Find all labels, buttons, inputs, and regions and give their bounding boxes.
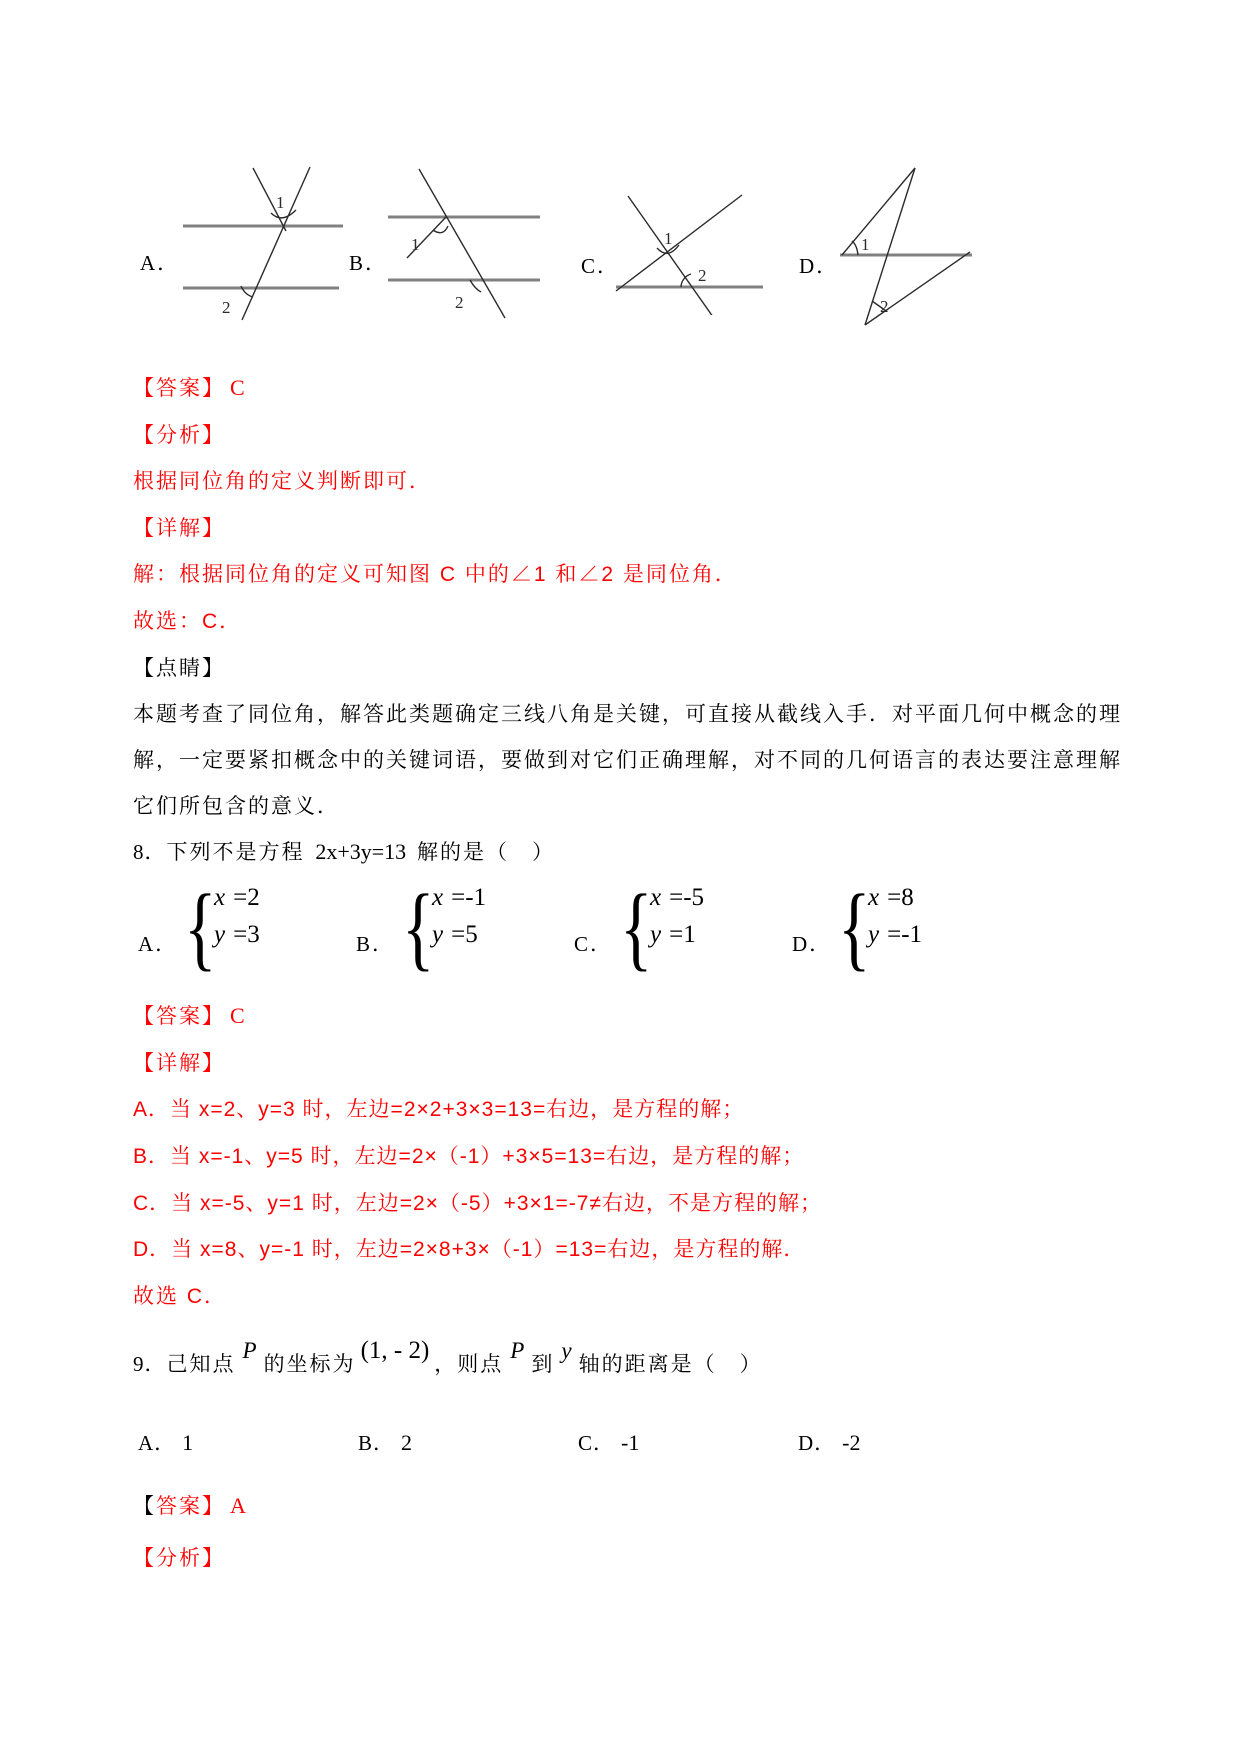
q9-answer-line (133, 1490, 247, 1520)
var-y: y (432, 921, 444, 948)
q8-detail-line-d: D．当 x=8、y=-1 时，左边=2×8+3×（-1）=13=右边，是方程的解． (133, 1238, 806, 1261)
q7-option-d-label: D． (799, 254, 840, 278)
q9-stem-text: ，则点 (434, 1353, 504, 1376)
option-label: A． (138, 1431, 177, 1455)
q7-analysis-text: 根据同位角的定义判断即可． (133, 470, 432, 493)
q8-option-a (138, 876, 348, 984)
q7-analysis-heading (133, 419, 225, 449)
q8-detail-line-c: C．当 x=-5、y=1 时，左边=2×（-5）+3×1=-7≠右边，不是方程的解； (133, 1192, 822, 1215)
equation-system (432, 884, 486, 958)
x-value: =-5 (669, 884, 705, 911)
q8-stem-post: 解的是（ ） (409, 841, 556, 864)
q7-tip-line-1: 本题考查了同位角，解答此类题确定三线八角是关键，可直接从截线入手．对平面几何中概念的理 (133, 703, 1122, 726)
option-value: 2 (401, 1430, 413, 1455)
angle-2-label: 2 (455, 293, 464, 312)
option-value: -2 (842, 1430, 861, 1455)
q7-diagram-d (826, 138, 976, 335)
option-label: D． (798, 1431, 837, 1455)
var-y: y (868, 921, 880, 948)
q7-option-c-label: C． (581, 254, 621, 278)
var-x: x (868, 884, 880, 911)
left-brace-glyph: { (402, 876, 435, 980)
q7-conclusion: 故选：C． (133, 610, 243, 633)
q8-option-c (574, 876, 784, 984)
option-label: B． (358, 1431, 396, 1455)
q9-option-c (578, 1427, 639, 1457)
var-y: y (214, 921, 226, 948)
detail-bracket-label: 【详解】 (133, 517, 225, 540)
angles-diagram-b (383, 142, 543, 322)
q8-number: 8． (133, 840, 167, 864)
q9-number: 9． (133, 1352, 167, 1376)
q8-conclusion: 故选 C． (133, 1285, 227, 1308)
angle-2-label: 2 (698, 266, 707, 285)
angle-1-label: 1 (411, 235, 420, 254)
left-brace-glyph: { (620, 876, 653, 980)
q9-analysis-heading: 【分析】 (133, 1547, 225, 1570)
option-value: 1 (182, 1430, 194, 1455)
q7-tip-heading: 【点睛】 (133, 657, 225, 680)
option-value: -1 (621, 1430, 640, 1455)
angle-1-label: 1 (664, 229, 673, 248)
q9-answer-value: A (230, 1493, 247, 1518)
y-value: =1 (669, 921, 696, 948)
q8-answer-line (133, 1000, 246, 1030)
x-value: =2 (233, 884, 260, 911)
option-label: A． (138, 932, 179, 956)
q7-diagram-a (175, 140, 350, 333)
q9-option-a (138, 1427, 193, 1457)
answer-bracket-label: 答案】 (156, 1495, 225, 1518)
q7-option-a-label: A． (140, 251, 181, 275)
q8-answer-value: C (230, 1003, 246, 1028)
coordinate-value: (1, - 2) (360, 1337, 430, 1364)
angles-diagram-a (175, 140, 350, 328)
point-p-symbol: P (242, 1338, 257, 1363)
equation-system (868, 884, 922, 958)
q8-detail-heading: 【详解】 (133, 1052, 225, 1075)
q8-stem-equation: 2x+3y=13 (315, 839, 407, 864)
q9-stem-text: 到 (531, 1353, 555, 1376)
var-x: x (650, 884, 662, 911)
answer-bracket-label: 【答案】 (133, 377, 225, 400)
q7-answer-value: C (230, 375, 246, 400)
q8-option-d (792, 876, 1002, 984)
left-brace-glyph: { (838, 876, 871, 980)
q9-stem-text: 的坐标为 (263, 1353, 356, 1376)
answer-bracket-label: 【答案】 (133, 1005, 225, 1028)
var-y: y (650, 921, 662, 948)
q8-stem (133, 836, 555, 866)
q9-stem-text: 轴的距离是（ ） (578, 1353, 763, 1376)
q9-option-b (358, 1427, 412, 1457)
equation-system (214, 884, 260, 958)
y-axis-symbol: y (561, 1338, 572, 1363)
q8-option-b (356, 876, 566, 984)
q7-diagram-c (600, 150, 775, 320)
analysis-bracket-label: 【分析】 (133, 424, 225, 447)
q7-diagram-b (383, 142, 543, 327)
q7-detail-heading (133, 512, 225, 542)
angles-diagram-d (826, 138, 976, 330)
angle-2-label: 2 (880, 297, 889, 316)
q7-tip-line-2: 解，一定要紧扣概念中的关键词语，要做到对它们正确理解，对不同的几何语言的表达要注意理解 (133, 749, 1122, 772)
q9-stem-text: 己知点 (166, 1353, 236, 1376)
y-value: =-1 (887, 921, 923, 948)
var-x: x (432, 884, 444, 911)
answer-open-bracket: 【 (133, 1495, 156, 1518)
angles-diagram-c (600, 150, 775, 315)
var-x: x (214, 884, 226, 911)
q8-detail-line-a: A．当 x=2、y=3 时，左边=2×2+3×3=13=右边，是方程的解； (133, 1098, 745, 1121)
x-value: =-1 (451, 884, 487, 911)
left-brace-glyph: { (184, 876, 217, 980)
option-label: D． (792, 932, 833, 956)
q7-option-b-label: B． (349, 251, 389, 275)
option-label: C． (574, 932, 614, 956)
q8-stem-pre: 下列不是方程 (166, 841, 313, 864)
option-label: C． (578, 1431, 616, 1455)
angle-2-label: 2 (222, 298, 231, 317)
q7-tip-line-3: 它们所包含的意义． (133, 795, 340, 818)
angle-1-label: 1 (276, 193, 285, 212)
option-label: B． (356, 932, 396, 956)
q7-detail-text: 解：根据同位角的定义可知图 C 中的∠1 和∠2 是同位角． (133, 563, 738, 586)
x-value: =8 (887, 884, 914, 911)
q8-detail-line-b: B．当 x=-1、y=5 时，左边=2×（-1）+3×5=13=右边，是方程的解； (133, 1145, 805, 1168)
q9-option-d (798, 1427, 861, 1457)
point-p-symbol: P (510, 1338, 525, 1363)
q9-stem (133, 1337, 763, 1378)
y-value: =5 (451, 921, 478, 948)
y-value: =3 (233, 921, 260, 948)
q7-answer-line (133, 372, 246, 402)
equation-system (650, 884, 704, 958)
angle-1-label: 1 (861, 235, 870, 254)
